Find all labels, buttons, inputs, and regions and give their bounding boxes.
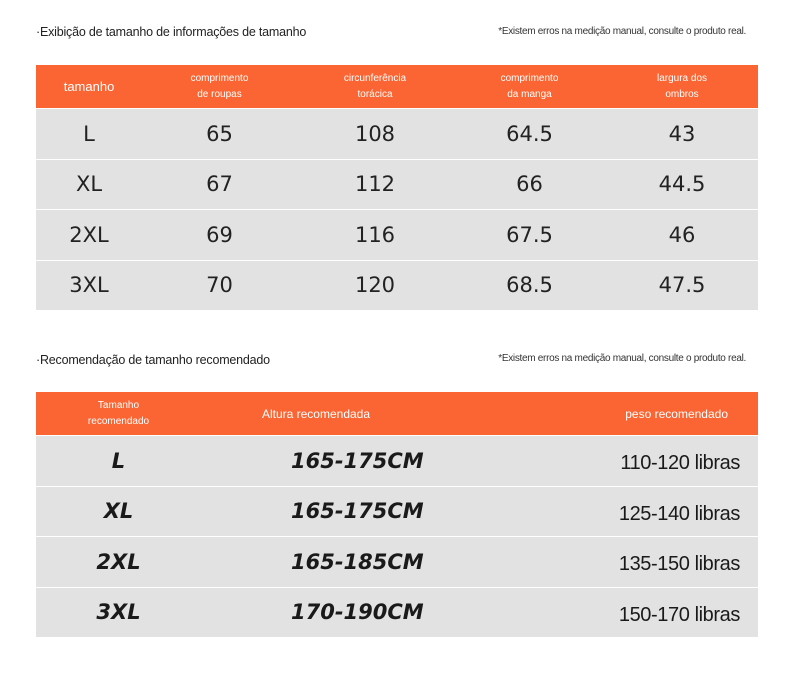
size-table-header <box>36 65 758 108</box>
table-row <box>36 209 758 260</box>
recommendation-table <box>36 392 758 637</box>
table-row <box>36 536 758 587</box>
rec-size-cell: L <box>111 448 126 473</box>
sleeve-cell: 67.5 <box>506 222 553 247</box>
height-cell: 165-175CM <box>291 499 424 524</box>
shoulder-cell: 44.5 <box>658 172 706 197</box>
shoulder-cell: 47.5 <box>658 273 706 298</box>
weight-cell: 135-150 libras <box>618 553 740 576</box>
shoulder-cell: 46 <box>668 222 696 247</box>
header-height: Altura recomendada <box>261 406 371 421</box>
weight-cell: 150-170 libras <box>618 603 740 626</box>
chest-cell: 116 <box>354 222 396 247</box>
header-chest: circunferência torácica <box>343 72 407 100</box>
rec-size-cell: XL <box>103 499 134 524</box>
table-row <box>36 260 758 311</box>
rec-table-header <box>36 392 758 435</box>
height-cell: 170-190CM <box>291 600 424 625</box>
header-length: comprimento de roupas <box>190 72 249 100</box>
size-cell: L <box>83 121 95 146</box>
rec-section-note: *Existem erros na medição manual, consulte o produto real. <box>498 353 746 364</box>
length-cell: 65 <box>206 121 233 146</box>
header-sleeve: comprimento da manga <box>500 72 559 100</box>
size-table <box>36 65 758 310</box>
header-rec-size: Tamanho recomendado <box>87 399 150 427</box>
table-row <box>36 587 758 638</box>
table-row <box>36 159 758 210</box>
sleeve-cell: 68.5 <box>506 273 553 298</box>
shoulder-cell: 43 <box>668 121 696 146</box>
length-cell: 67 <box>206 172 233 197</box>
chest-cell: 108 <box>354 121 396 146</box>
chest-cell: 112 <box>354 172 396 197</box>
rec-section-title: ·Recomendação de tamanho recomendado <box>36 353 270 367</box>
header-size: tamanho <box>63 78 115 94</box>
size-cell: 2XL <box>69 222 109 247</box>
weight-cell: 110-120 libras <box>620 452 740 475</box>
height-cell: 165-175CM <box>291 448 424 473</box>
length-cell: 69 <box>206 222 233 247</box>
size-cell: XL <box>75 172 103 197</box>
rec-size-cell: 2XL <box>96 549 141 574</box>
chest-cell: 120 <box>354 273 396 298</box>
rec-size-cell: 3XL <box>96 600 141 625</box>
size-cell: 3XL <box>69 273 109 298</box>
table-row <box>36 486 758 537</box>
header-shoulder: largura dos ombros <box>656 72 708 100</box>
size-section-note: *Existem erros na medição manual, consulte o produto real. <box>498 26 746 37</box>
table-row <box>36 435 758 486</box>
header-weight: peso recomendado <box>625 406 728 421</box>
size-section-title: ·Exibição de tamanho de informações de tamanho <box>36 25 307 39</box>
height-cell: 165-185CM <box>291 549 424 574</box>
sleeve-cell: 64.5 <box>506 121 553 146</box>
length-cell: 70 <box>206 273 233 298</box>
table-row <box>36 108 758 159</box>
sleeve-cell: 66 <box>516 172 543 197</box>
weight-cell: 125-140 libras <box>618 502 740 525</box>
